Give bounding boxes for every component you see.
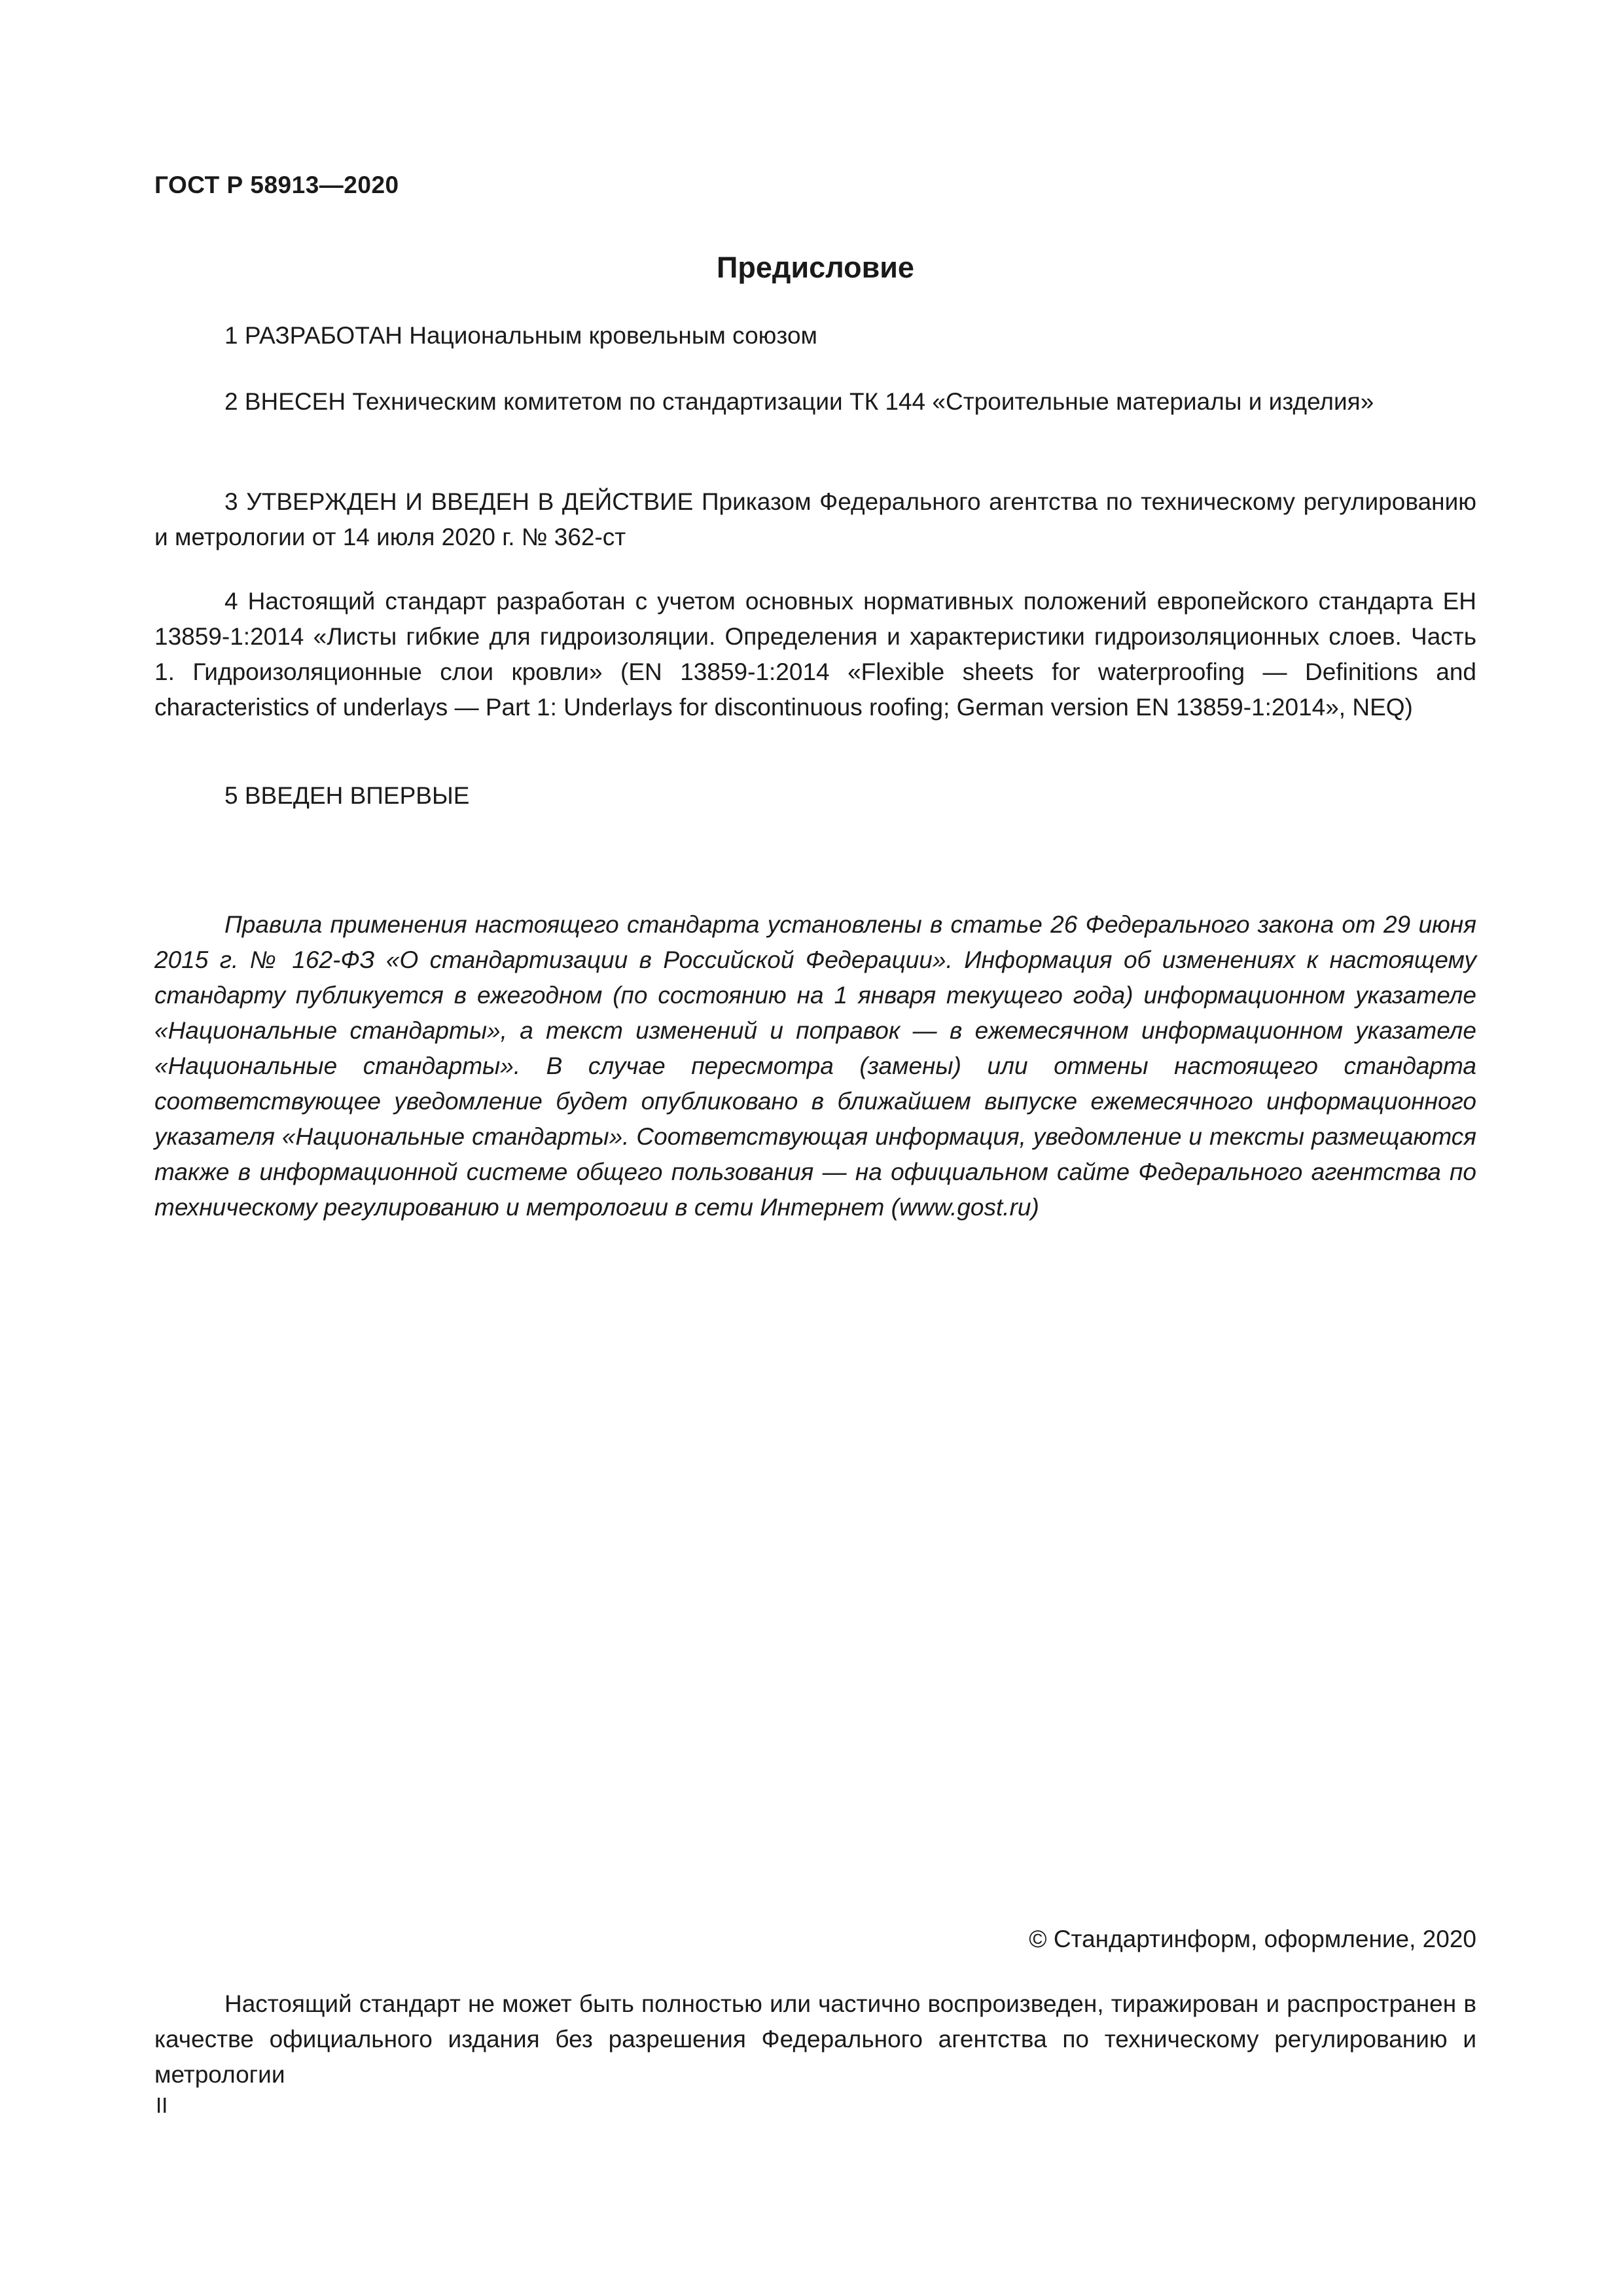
foreword-item-1: 1 РАЗРАБОТАН Национальным кровельным союзом [224, 322, 817, 349]
foreword-item-4: 4 Настоящий стандарт разработан с учетом основных нормативных положений европейского стандарта ЕН 13859-1:2014 «Листы гибкие для гидроизоляции. Определения и характеристики гидроизоляционных слоев. Часть 1. Гидроизоляционные слои кровли» (EN 13859-1:2014 «Flexible sheets for waterproofing — Definitions and characteristics of underlays — Part 1: Underlays for discontinuous roofing; German version EN 13859-1:2014», NEQ) [154, 588, 1476, 721]
document-code: ГОСТ Р 58913—2020 [154, 171, 399, 198]
foreword-item-5: 5 ВВЕДЕН ВПЕРВЫЕ [224, 782, 470, 809]
reproduction-notice: Настоящий стандарт не может быть полностью или частично воспроизведен, тиражирован и распространен в качестве официального издания без разрешения Федерального агентства по техническому регулированию и метрологии [154, 1990, 1476, 2088]
page-title: Предисловие [717, 251, 914, 284]
foreword-item-3: 3 УТВЕРЖДЕН И ВВЕДЕН В ДЕЙСТВИЕ Приказом Федерального агентства по техническому регулированию и метрологии от 14 июля 2020 г. № 362-ст [154, 488, 1476, 550]
foreword-item-2: 2 ВНЕСЕН Техническим комитетом по стандартизации ТК 144 «Строительные материалы и изделия» [224, 388, 1374, 415]
application-rules-note: Правила применения настоящего стандарта установлены в статье 26 Федерального закона от 29 июня 2015 г. № 162-ФЗ «О стандартизации в Российской Федерации». Информация об изменениях к настоящему стандарту публикуется в ежегодном (по состоянию на 1 января текущего года) информационном указателе «Национальные стандарты», а текст изменений и поправок — в ежемесячном информационном указателе «Национальные стандарты». В случае пересмотра (замены) или отмены настоящего стандарта соответствующее уведомление будет опубликовано в ближайшем выпуске ежемесячного информационного указателя «Национальные стандарты». Соответствующая информация, уведомление и тексты размещаются также в информационной системе общего пользования — на официальном сайте Федерального агентства по техническому регулированию и метрологии в сети Интернет (www.gost.ru) [154, 911, 1476, 1221]
page-number: II [156, 2093, 168, 2117]
copyright-line: © Стандартинформ, оформление, 2020 [1029, 1926, 1476, 1952]
